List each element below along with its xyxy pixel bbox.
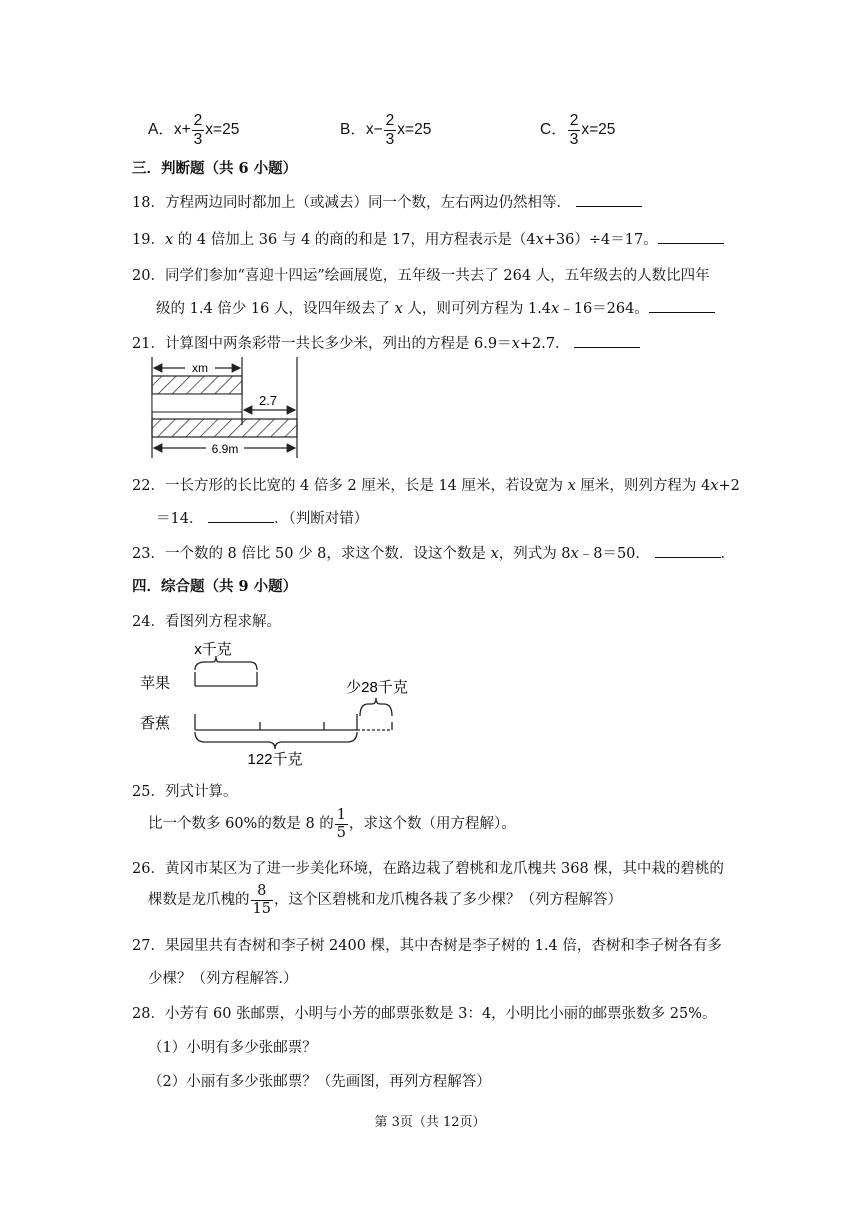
total-label: 122千克 <box>247 751 303 768</box>
question-24: 24．看图列方程求解。 <box>132 614 281 630</box>
apple-brace <box>195 656 257 670</box>
fraction: $\frac{2}{3}$ <box>385 112 395 148</box>
answer-blank[interactable] <box>576 205 642 207</box>
question-28-sub-2: （2）小丽有多少张邮票？（先画图，再列方程解答） <box>148 1074 491 1090</box>
option-a: A．x+ $\frac{2}{3}$ x=25 <box>148 112 240 148</box>
question-26-line-1: 26．黄冈市某区为了进一步美化环境，在路边栽了碧桃和龙爪槐共 368 棵，其中栽的碧桃的 <box>132 861 724 877</box>
ribbon-long <box>152 419 297 437</box>
answer-blank[interactable] <box>574 346 640 348</box>
apple-x-label: x千克 <box>194 641 232 658</box>
question-20-line-2: 级的 1.4 倍少 16 人，设四年级去了 x 人，则可列方程为 1.4x﹣16＝264。 <box>156 297 715 318</box>
answer-blank[interactable] <box>658 242 724 244</box>
apple-label: 苹果 <box>140 675 171 692</box>
fruit-figure <box>140 632 440 770</box>
question-19: 19．x 的 4 倍加上 36 与 4 的商的和是 17，用方程表示是（4x+36）÷4＝17。 <box>132 228 724 249</box>
fraction: $\frac{2}{3}$ <box>193 112 203 148</box>
question-27-line-2: 少棵？（列方程解答.） <box>148 971 298 987</box>
ribbon-bottom-label: 6.9m <box>211 442 239 456</box>
option-a-label: A． <box>148 121 174 139</box>
answer-blank[interactable] <box>649 311 715 313</box>
question-23: 23．一个数的 8 倍比 50 少 8，求这个数．设这个数是 x，列式为 8x﹣8＝50． ． <box>132 546 736 562</box>
question-21: 21．计算图中两条彩带一共长多少米，列出的方程是 6.9＝x+2.7． <box>132 332 640 353</box>
less-label: 少28千克 <box>346 679 408 696</box>
question-22-line-1: 22．一长方形的长比宽的 4 倍多 2 厘米，长是 14 厘米，若设宽为 x 厘米，则列方程为 4x+2 <box>132 478 740 494</box>
fraction: $\frac{8}{15}$ <box>252 883 271 917</box>
fraction: $\frac{1}{5}$ <box>336 807 347 841</box>
banana-label: 香蕉 <box>140 715 171 732</box>
question-22-line-2: ＝14． ．（判断对错） <box>156 511 369 527</box>
ribbon-short <box>152 376 242 394</box>
option-b-label: B． <box>340 121 366 139</box>
answer-blank[interactable] <box>208 521 274 523</box>
section-3-title: 三．判断题（共 6 小题） <box>132 160 298 177</box>
question-28-sub-1: （1）小明有多少张邮票？ <box>148 1040 317 1056</box>
question-20-line-1: 20．同学们参加“喜迎十四运”绘画展览，五年级一共去了 264 人，五年级去的人数比四年 <box>132 268 710 284</box>
ribbon-diff-label: 2.7 <box>258 393 278 408</box>
section-4-title: 四．综合题（共 9 小题） <box>132 578 298 595</box>
question-25: 25．列式计算。 <box>132 784 238 800</box>
fraction: $\frac{2}{3}$ <box>569 112 579 148</box>
page-footer: 第 3页（共 12页） <box>374 1115 486 1130</box>
option-c-label: C． <box>540 121 567 139</box>
ribbon-figure <box>140 355 310 460</box>
question-25-sub: 比一个数多 60%的数是 8 的 $\frac{1}{5}$ ，求这个数（用方程解）。 <box>148 807 516 841</box>
option-c: C． $\frac{2}{3}$ x=25 <box>540 112 616 148</box>
question-26-line-2: 棵数是龙爪槐的 $\frac{8}{15}$ ，这个区碧桃和龙爪槐各栽了多少棵？（列方程解答） <box>148 883 622 917</box>
option-b: B．x− $\frac{2}{3}$ x=25 <box>340 112 432 148</box>
question-18: 18．方程两边同时都加上（或减去）同一个数，左右两边仍然相等． <box>132 191 642 212</box>
ribbon-top-label: xm <box>192 361 208 375</box>
answer-blank[interactable] <box>655 556 721 558</box>
question-27-line-1: 27．果园里共有杏树和李子树 2400 棵，其中杏树是李子树的 1.4 倍，杏树和李子树各有多 <box>132 938 722 954</box>
question-28-line-1: 28．小芳有 60 张邮票，小明与小芳的邮票张数是 3：4，小明比小丽的邮票张数多 25%。 <box>132 1006 717 1022</box>
banana-brace <box>195 732 357 749</box>
